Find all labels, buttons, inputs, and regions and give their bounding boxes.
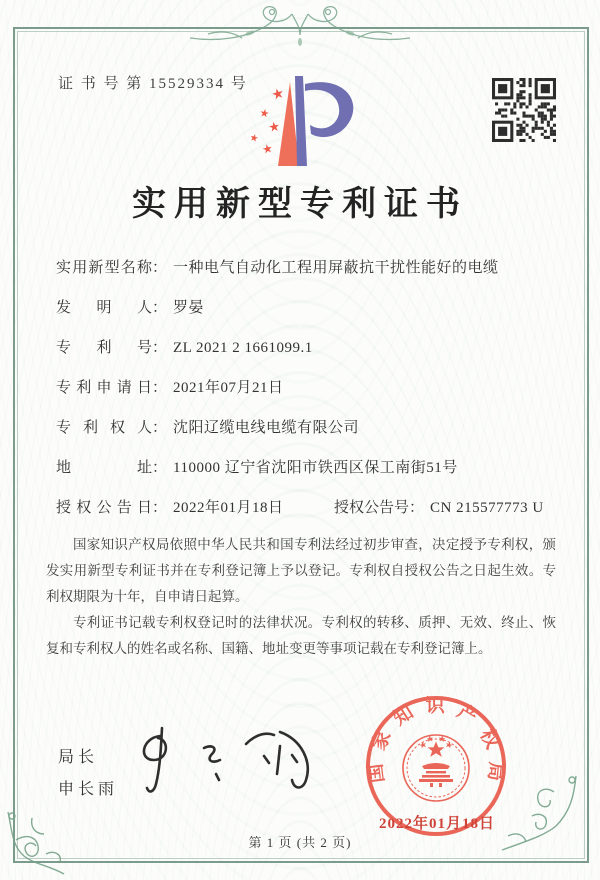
colon: ： [152,260,168,276]
field-row-patent-number [56,338,564,378]
colon: ： [152,300,168,316]
field-row-filing-date [56,378,564,418]
field-label: 专利号 [56,340,152,356]
colon: ： [152,500,168,516]
legal-text [46,532,556,662]
seal-national-emblem [403,735,469,801]
field-label: 专利申请日 [56,380,152,396]
field-label: 实用新型名称 [56,260,152,276]
fields-section [56,258,564,538]
field-row-patentee [56,418,564,458]
field-value: 一种电气自动化工程用屏蔽抗干扰性能好的电缆 [173,260,499,276]
field-row-inventor [56,298,564,338]
svg-text:★: ★ [260,141,275,157]
svg-text:★: ★ [267,118,281,135]
field-label: 发明人 [56,300,152,316]
colon: ： [152,380,168,396]
seal-agency-text: 国家知识产权局 [365,695,507,784]
logo-blue-bowl [305,82,353,137]
field-value: CN 215577773 U [430,500,544,516]
certificate-title: 实用新型专利证书 [132,186,468,223]
field-value: 110000 辽宁省沈阳市铁西区保工南街51号 [173,460,458,476]
qr-code [492,78,556,142]
svg-text:★: ★ [270,86,287,104]
grant-stamp-date: 2022年01月18日 [378,816,495,832]
field-value: 2022年01月18日 [173,500,284,516]
colon: ： [152,340,168,356]
field-row-name [56,258,564,298]
colon: ： [152,460,168,476]
svg-text:★: ★ [248,132,260,146]
colon: ： [152,420,168,436]
signer-name: 申长雨 [58,781,119,798]
logo-stars [248,86,286,157]
legal-paragraph-2: 专利证书记载专利权登记时的法律状况。专利权的转移、质押、无效、终止、恢复和专利权人的姓名或名称、国籍、地址变更等事项记载在专利登记簿上。 [46,615,556,656]
svg-text:★: ★ [258,107,271,121]
signer-title: 局长 [58,749,99,766]
field-value: 罗晏 [173,300,205,316]
field-label: 授权公告号 [334,500,410,516]
field-value: 沈阳辽缆电线电缆有限公司 [173,420,360,436]
colon: ： [409,500,425,516]
field-label: 专利权人 [56,420,152,436]
legal-paragraph-1: 国家知识产权局依照中华人民共和国专利法经过初步审查，决定授予专利权，颁发实用新型专利证书并在专利登记簿上予以登记。专利权自授权公告之日起生效。专利权期限为十年，自申请日起算。 [46,537,556,604]
cnipa-logo [233,70,365,172]
certificate-number: 证 书 号 第 15529334 号 [58,76,248,92]
handwritten-signature [122,722,334,818]
field-value: 2021年07月21日 [173,380,284,396]
field-value: ZL 2021 2 1661099.1 [173,340,313,356]
field-label: 地址 [56,460,152,476]
field-row-address [56,458,564,498]
page-footer: 第 1 页 (共 2 页) [248,835,352,850]
field-label: 授权公告日 [56,500,152,516]
